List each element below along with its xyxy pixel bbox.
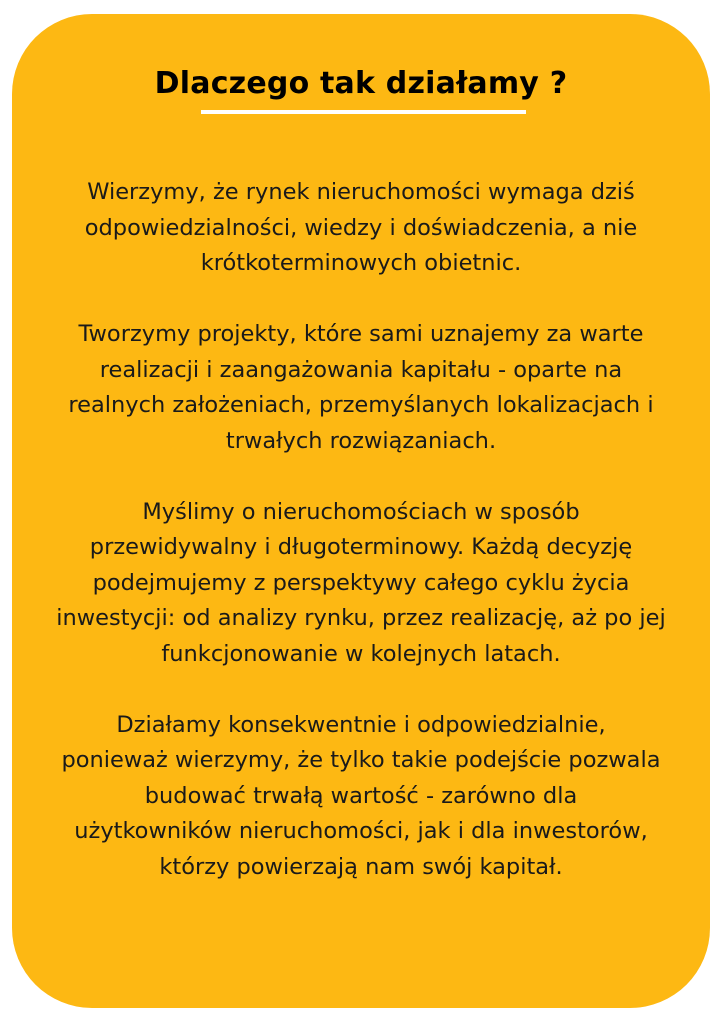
text-line: Wierzymy, że rynek nieruchomości wymaga dziś [87,179,635,205]
text-line: krótkoterminowych obietnic. [200,250,522,276]
text-line: budować trwałą wartość - zarówno dla [144,782,578,809]
text-line: Działamy konsekwentnie i odpowiedzialnie, [116,711,606,738]
text-line: Myślimy o nieruchomościach w sposób [142,498,580,525]
paragraph-3 [32,495,690,673]
text-line: trwałych rozwiązaniach. [225,427,497,454]
text-line: ponieważ wierzymy, że tylko takie podejście pozwala [61,747,661,773]
text-line: Tworzymy projekty, które sami uznajemy za warte [78,321,644,347]
page-title: Dlaczego tak działamy ? [154,66,568,101]
title-divider [201,110,526,114]
text-line: inwestycji: od analizy rynku, przez realizację, aż po jej [56,605,666,631]
text-line: realnych założeniach, przemyślanych lokalizacjach i [68,392,654,418]
body-text [32,175,690,885]
text-line: przewidywalny i długoterminowy. Każdą decyzję [89,534,633,560]
text-line: funkcjonowanie w kolejnych latach. [161,640,561,667]
text-line: realizacji i zaangażowania kapitału - oparte na [99,356,623,383]
content-card [12,14,710,1008]
paragraph-4 [32,708,690,886]
text-line: podejmujemy z perspektywy całego cyklu życia [92,569,630,596]
text-line: odpowiedzialności, wiedzy i doświadczenia, a nie [84,214,638,241]
paragraph-2 [32,317,690,459]
text-line: użytkowników nieruchomości, jak i dla inwestorów, [74,818,648,844]
paragraph-1 [32,175,690,282]
text-line: którzy powierzają nam swój kapitał. [159,853,563,880]
